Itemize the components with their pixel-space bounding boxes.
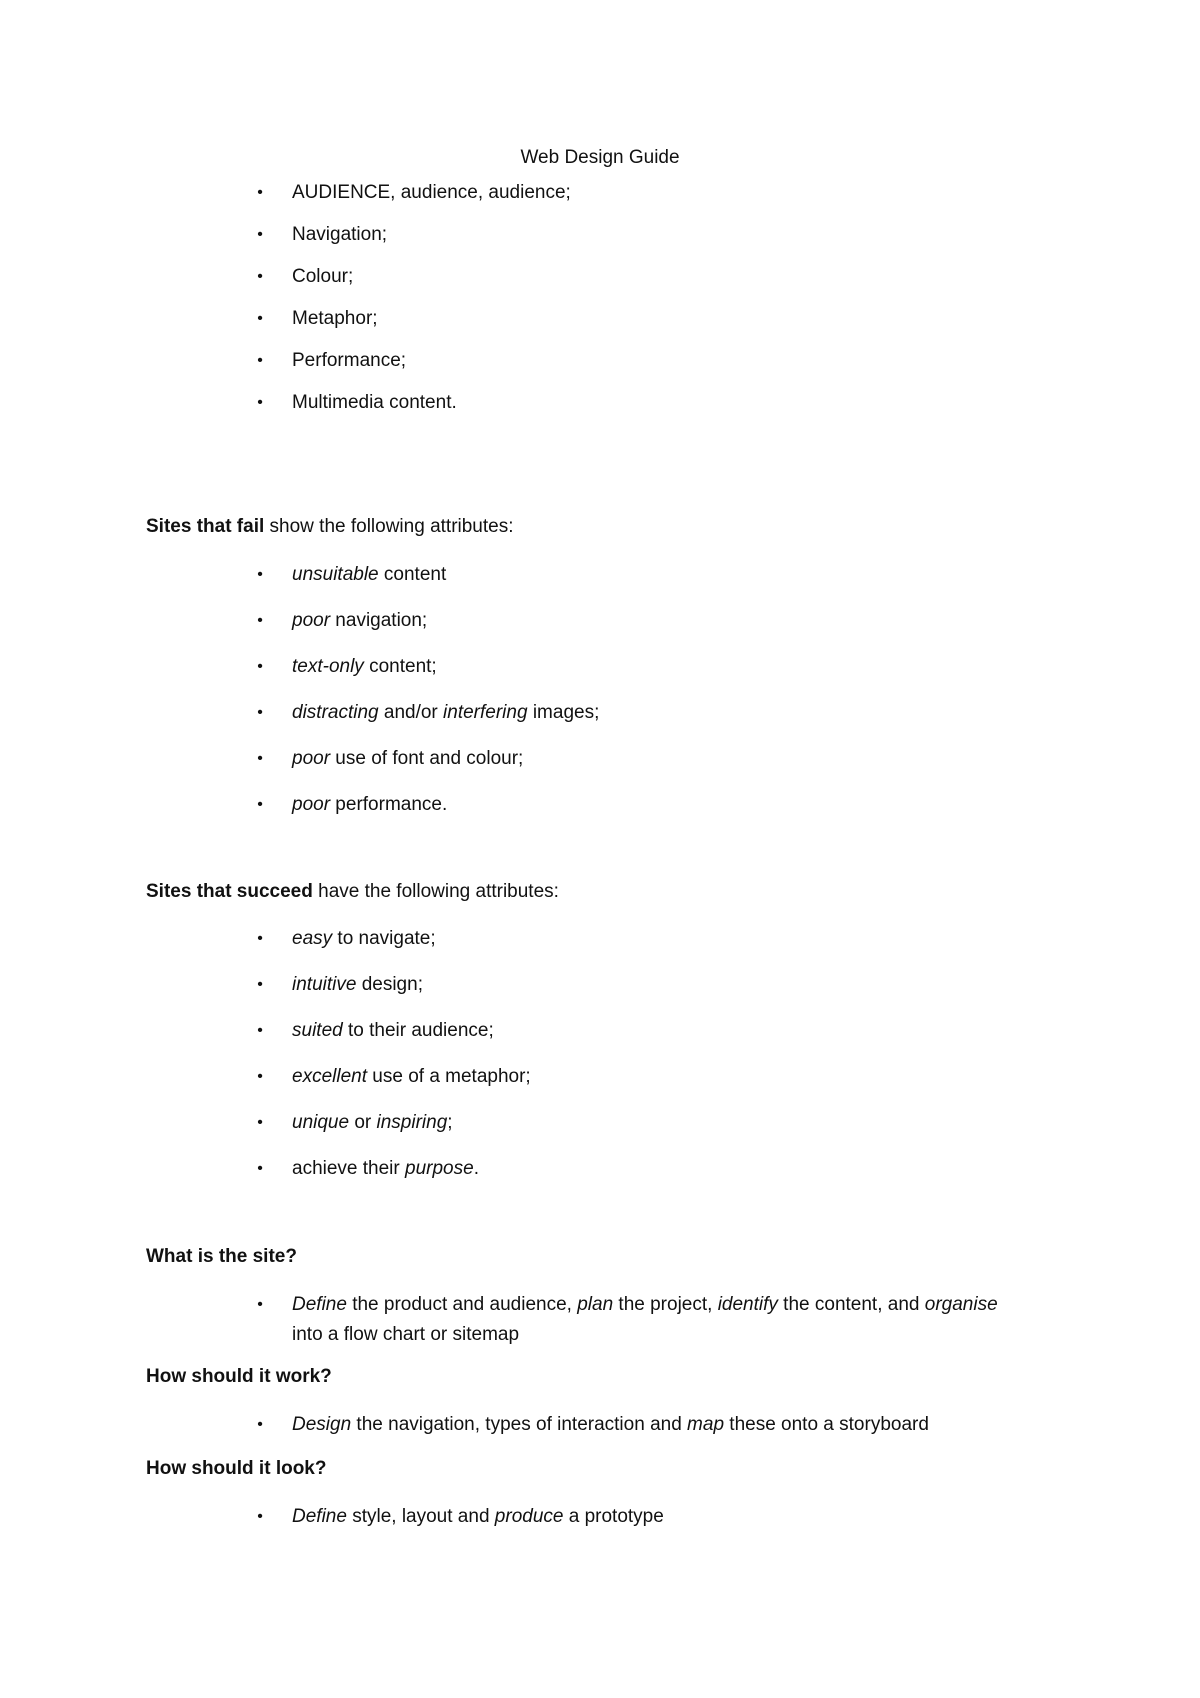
bullet-icon: •	[257, 930, 263, 947]
list-item: • intuitive design;	[0, 970, 1200, 1000]
bullet-icon: •	[257, 1296, 263, 1313]
list-item: • Design the navigation, types of interaction and map these onto a storyboard	[0, 1410, 1200, 1440]
bullet-icon: •	[257, 394, 263, 411]
list-item: • Define the product and audience, plan the project, identify the content, and organise into a flow chart or sitemap	[0, 1290, 1200, 1350]
fail-heading: Sites that fail show the following attributes:	[146, 516, 514, 537]
bullet-icon: •	[257, 796, 263, 813]
list-item: • AUDIENCE, audience, audience;	[0, 178, 1200, 208]
how-look-heading: How should it look?	[146, 1458, 327, 1479]
bullet-icon: •	[257, 976, 263, 993]
bullet-icon: •	[257, 1068, 263, 1085]
list-item: • excellent use of a metaphor;	[0, 1062, 1200, 1092]
how-look-list	[0, 1502, 1200, 1532]
what-heading: What is the site?	[146, 1246, 297, 1267]
bullet-icon: •	[257, 750, 263, 767]
what-list	[0, 1290, 1200, 1350]
list-item: • achieve their purpose.	[0, 1154, 1200, 1184]
list-item: • suited to their audience;	[0, 1016, 1200, 1046]
list-item: • Metaphor;	[0, 304, 1200, 334]
list-item: • Multimedia content.	[0, 388, 1200, 418]
bullet-icon: •	[257, 268, 263, 285]
list-item: • easy to navigate;	[0, 924, 1200, 954]
bullet-icon: •	[257, 226, 263, 243]
bullet-icon: •	[257, 1416, 263, 1433]
bullet-icon: •	[257, 352, 263, 369]
bullet-icon: •	[257, 612, 263, 629]
bullet-icon: •	[257, 1160, 263, 1177]
list-item: • text-only content;	[0, 652, 1200, 682]
bullet-icon: •	[257, 184, 263, 201]
bullet-icon: •	[257, 1508, 263, 1525]
succeed-heading: Sites that succeed have the following attributes:	[146, 881, 559, 902]
intro-list	[0, 178, 1200, 418]
list-item: • Navigation;	[0, 220, 1200, 250]
fail-list	[0, 560, 1200, 820]
document-title: Web Design Guide	[520, 147, 680, 168]
bullet-icon: •	[257, 566, 263, 583]
bullet-icon: •	[257, 1114, 263, 1131]
list-item: • unique or inspiring;	[0, 1108, 1200, 1138]
bullet-icon: •	[257, 704, 263, 721]
list-item: • Colour;	[0, 262, 1200, 292]
list-item: • unsuitable content	[0, 560, 1200, 590]
list-item: • poor navigation;	[0, 606, 1200, 636]
list-item: • poor use of font and colour;	[0, 744, 1200, 774]
succeed-list	[0, 924, 1200, 1184]
bullet-icon: •	[257, 658, 263, 675]
how-work-heading: How should it work?	[146, 1366, 332, 1387]
bullet-icon: •	[257, 310, 263, 327]
list-item: • Define style, layout and produce a prototype	[0, 1502, 1200, 1532]
how-work-list	[0, 1410, 1200, 1440]
list-item: • distracting and/or interfering images;	[0, 698, 1200, 728]
bullet-icon: •	[257, 1022, 263, 1039]
list-item: • Performance;	[0, 346, 1200, 376]
list-item: • poor performance.	[0, 790, 1200, 820]
